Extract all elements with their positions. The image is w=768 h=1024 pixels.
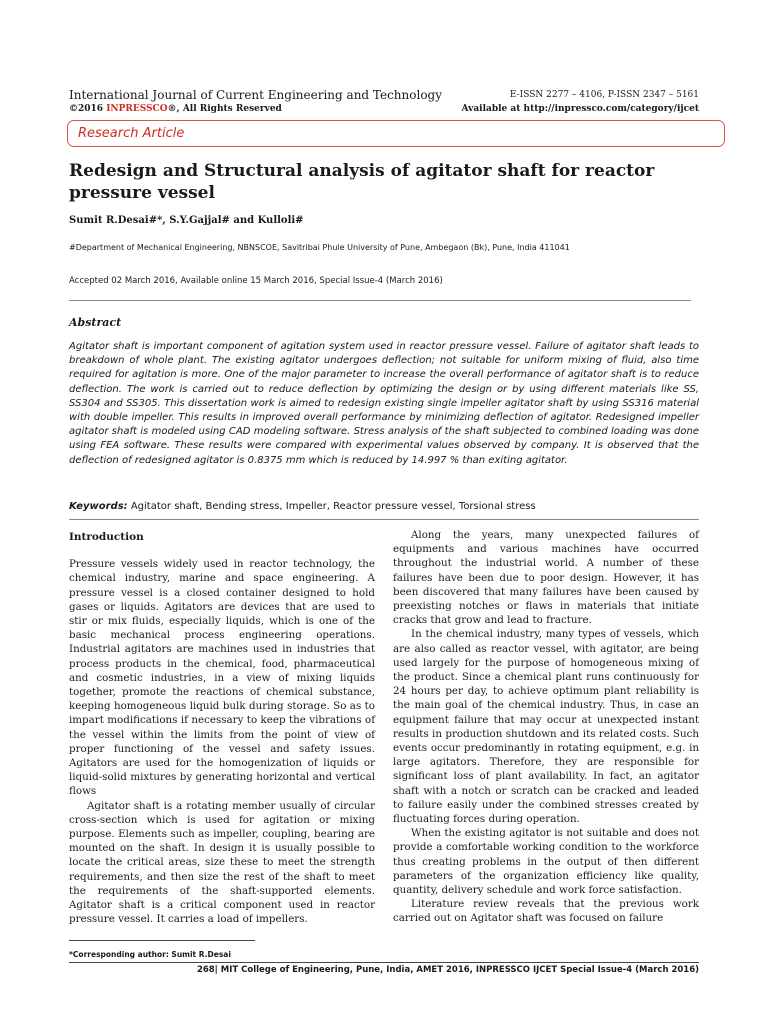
right-column <box>393 528 699 926</box>
copyright-line <box>69 103 469 115</box>
paper-title: Redesign and Structural analysis of agitator shaft for reactor pressure vessel <box>69 161 655 203</box>
availability-url: Available at http://inpressco.com/category/ijcet <box>461 104 699 114</box>
keywords <box>69 501 709 512</box>
paragraph: Literature review reveals that the previous work carried out on Agitator shaft was focused on failure <box>393 898 699 925</box>
article-type-box <box>67 120 725 147</box>
copyright-suffix: ®, All Rights Reserved <box>167 104 282 114</box>
paragraph: Agitator shaft is a rotating member usually of circular cross-section which is used for agitation or mixing purpose. Elements such as impeller, coupling, bearing are mounted on the shaft. In design it is usually possible to locate the critical areas, size these to meet the strength requirements, and then size the rest of the shaft to meet the requirements of the shaft-supported elements. Agitator shaft is a critical component used in reactor pressure vessel. It carries a load of impellers. <box>69 799 375 926</box>
corresponding-author-footnote: *Corresponding author: Sumit R.Desai <box>69 950 231 959</box>
abstract-heading: Abstract <box>69 316 122 329</box>
abstract-text: Agitator shaft is important component of agitation system used in reactor pressure vessel. Failure of agitator shaft leads to breakdown of whole plant. The existing agitator undergoes deflection; not suitable for uniform mixing of fluid, also time required for agitation is more. One of the major parameter to increase the overall performance of agitator shaft is to reduce deflection. The work is carried out to reduce deflection by optimizing the design or by using different materials like SS, SS304 and SS305. This dissertation work is aimed to redesign existing single impeller agitator shaft by using SS316 material with double impeller. This results in improved overall performance by minimizing deflection of agitator. Redesigned impeller agitator shaft is modeled using CAD modeling software. Stress analysis of the shaft subjected to combined loading was done using FEA software. These results were compared with experimental values observed by company. It is observed that the deflection of redesigned agitator is 0.8375 mm which is reduced by 14.997 % than exiting agitator. <box>69 341 699 466</box>
affiliation: #Department of Mechanical Engineering, NBNSCOE, Savitribai Phule University of Pune, Ambegaon (Bk), Pune, India 411041 <box>69 243 570 252</box>
paragraph: In the chemical industry, many types of vessels, which are also called as reactor vessel, with agitator, are being used largely for the purpose of homogeneous mixing of the product. Since a chemical plant runs continuously for 24 hours per day, to achieve optimum plant reliability is the main goal of the chemical industry. Thus, in case an equipment failure that may occur at unexpected instant results in production shutdown and its related costs. Such events occur predominantly in rotating equipment, e.g. in large agitators. Therefore, they are responsible for significant loss of plant availability. In fact, an agitator shaft with a notch or scratch can be cracked and leaded to failure easily under the combined stresses created by fluctuating forces during operation. <box>393 628 699 826</box>
footnote-divider <box>69 940 255 941</box>
paragraph: Along the years, many unexpected failures of equipments and various machines have occurred throughout the industrial world. A number of these failures have been due to poor design. However, it has been discovered that many failures have been caused by preexisting notches or flaws in materials that initiate cracks that grow and lead to fracture. <box>393 529 699 627</box>
paragraph: When the existing agitator is not suitable and does not provide a comfortable working condition to the workforce thus creating problems in the output of then different parameters of the organization efficiency like quality, quantity, delivery schedule and work force satisfaction. <box>393 827 699 897</box>
authors: Sumit R.Desai#*, S.Y.Gajjal# and Kulloli# <box>69 215 304 226</box>
issn: E-ISSN 2277 – 4106, P-ISSN 2347 – 5161 <box>509 90 699 100</box>
journal-header-right <box>439 88 699 115</box>
journal-header-left <box>69 88 469 115</box>
journal-name: International Journal of Current Engineering and Technology <box>69 88 443 102</box>
divider-middle <box>69 519 699 520</box>
page-footer: 268| MIT College of Engineering, Pune, India, AMET 2016, INPRESSCO IJCET Special Issue-4 (March 2016) <box>196 965 699 975</box>
copyright-prefix: ©2016 <box>69 104 107 114</box>
left-column <box>69 530 375 926</box>
paragraph: Pressure vessels widely used in reactor technology, the chemical industry, marine and space engineering. A pressure vessel is a closed container designed to hold gases or liquids. Agitators are devices that are used to stir or mix fluids, especially liquids, which is one of the basic mechanical process engineering operations. Industrial agitators are machines used in industries that process products in the chemical, food, pharmaceutical and cosmetic industries, in a view of mixing liquids together, promote the reactions of chemical substance, keeping homogeneous liquid bulk during storage. So as to impart modifications if necessary to keep the vibrations of the vessel within the limits from the point of view of proper functioning of the vessel and safety issues. Agitators are used for the homogenization of liquids or liquid-solid mixtures by generating horizontal and vertical flows <box>69 558 375 798</box>
article-type: Research Article <box>78 126 185 141</box>
keywords-label: Keywords: <box>69 501 128 512</box>
divider-top <box>69 300 691 301</box>
keywords-text: Agitator shaft, Bending stress, Impeller, Reactor pressure vessel, Torsional stress <box>130 501 536 512</box>
introduction-heading: Introduction <box>69 531 144 543</box>
publication-dates: Accepted 02 March 2016, Available online 15 March 2016, Special Issue-4 (March 2016) <box>69 276 443 286</box>
publisher-brand: INPRESSCO <box>106 104 168 114</box>
footer-divider <box>69 962 699 963</box>
